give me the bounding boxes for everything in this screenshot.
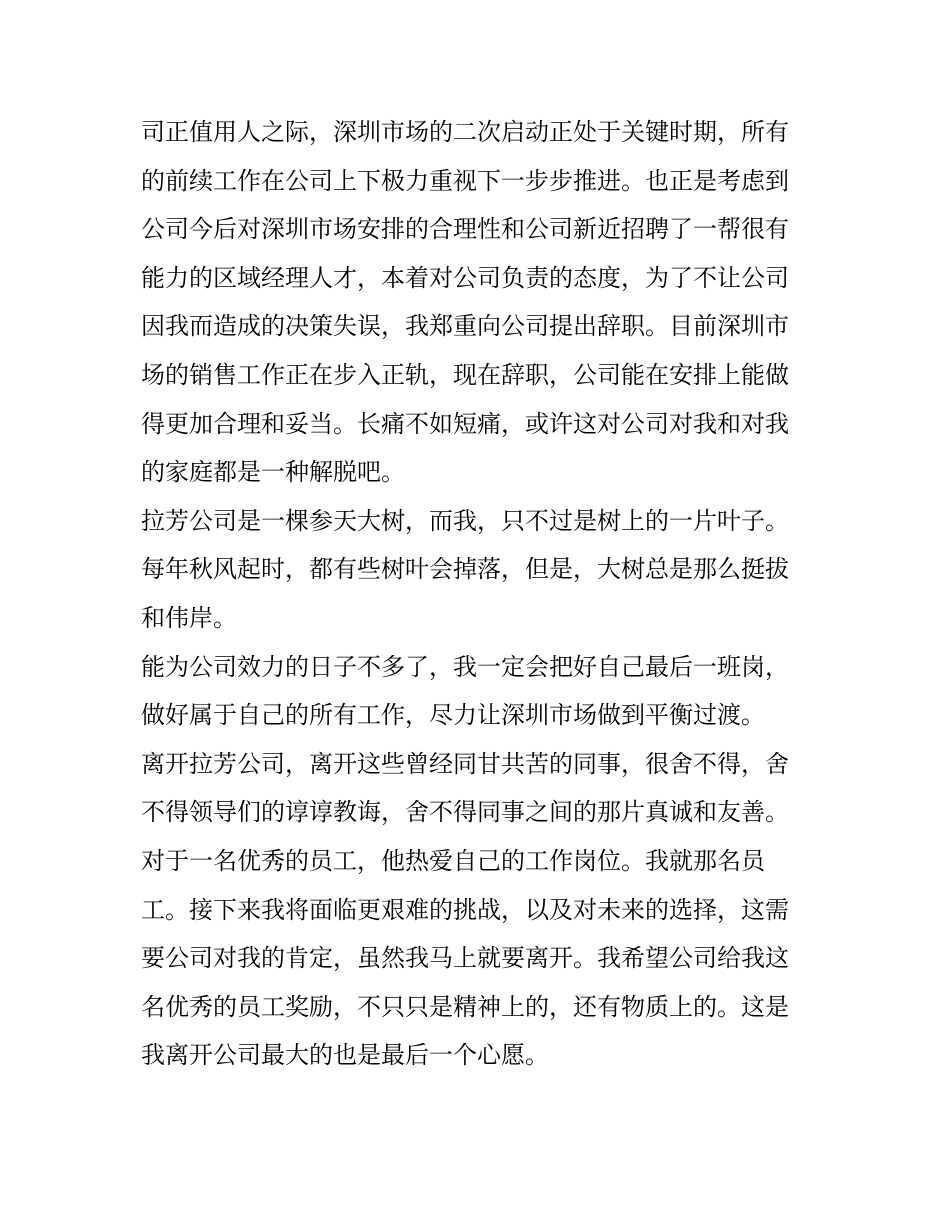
text-line: 场的销售工作正在步入正轨，现在辞职，公司能在安排上能做: [141, 360, 789, 389]
text-line: 离开拉芳公司，离开这些曾经同甘共苦的同事，很舍不得，舍: [141, 749, 789, 778]
text-line: 要公司对我的肯定，虽然我马上就要离开。我希望公司给我这: [141, 944, 789, 973]
text-line: 的前续工作在公司上下极力重视下一步步推进。也正是考虑到: [141, 166, 789, 195]
text-line: 拉芳公司是一棵参天大树，而我，只不过是树上的一片叶子。: [141, 506, 789, 535]
text-line: 对于一名优秀的员工，他热爱自己的工作岗位。我就那名员: [141, 846, 765, 875]
text-line: 每年秋风起时，都有些树叶会掉落，但是，大树总是那么挺拔: [141, 555, 789, 584]
text-line: 工。接下来我将面临更艰难的挑战，以及对未来的选择，这需: [141, 895, 789, 924]
text-line: 不得领导们的谆谆教诲，舍不得同事之间的那片真诚和友善。: [141, 798, 789, 827]
text-line: 公司今后对深圳市场安排的合理性和公司新近招聘了一帮很有: [141, 215, 789, 244]
text-line: 能力的区域经理人才，本着对公司负责的态度，为了不让公司: [141, 263, 789, 292]
text-line: 得更加合理和妥当。长痛不如短痛，或许这对公司对我和对我: [141, 409, 789, 438]
text-line: 因我而造成的决策失误，我郑重向公司提出辞职。目前深圳市: [141, 312, 789, 341]
text-line: 能为公司效力的日子不多了，我一定会把好自己最后一班岗，: [141, 652, 789, 681]
text-line: 做好属于自己的所有工作，尽力让深圳市场做到平衡过渡。: [141, 701, 765, 730]
text-line: 司正值用人之际，深圳市场的二次启动正处于关键时期，所有: [141, 118, 789, 146]
text-line: 我离开公司最大的也是最后一个心愿。: [141, 1041, 549, 1070]
text-line: 的家庭都是一种解脱吧。: [141, 458, 405, 487]
letter-body: [141, 108, 821, 1080]
text-line: 和伟岸。: [141, 603, 237, 632]
text-line: 名优秀的员工奖励，不只只是精神上的，还有物质上的。这是: [141, 992, 789, 1021]
